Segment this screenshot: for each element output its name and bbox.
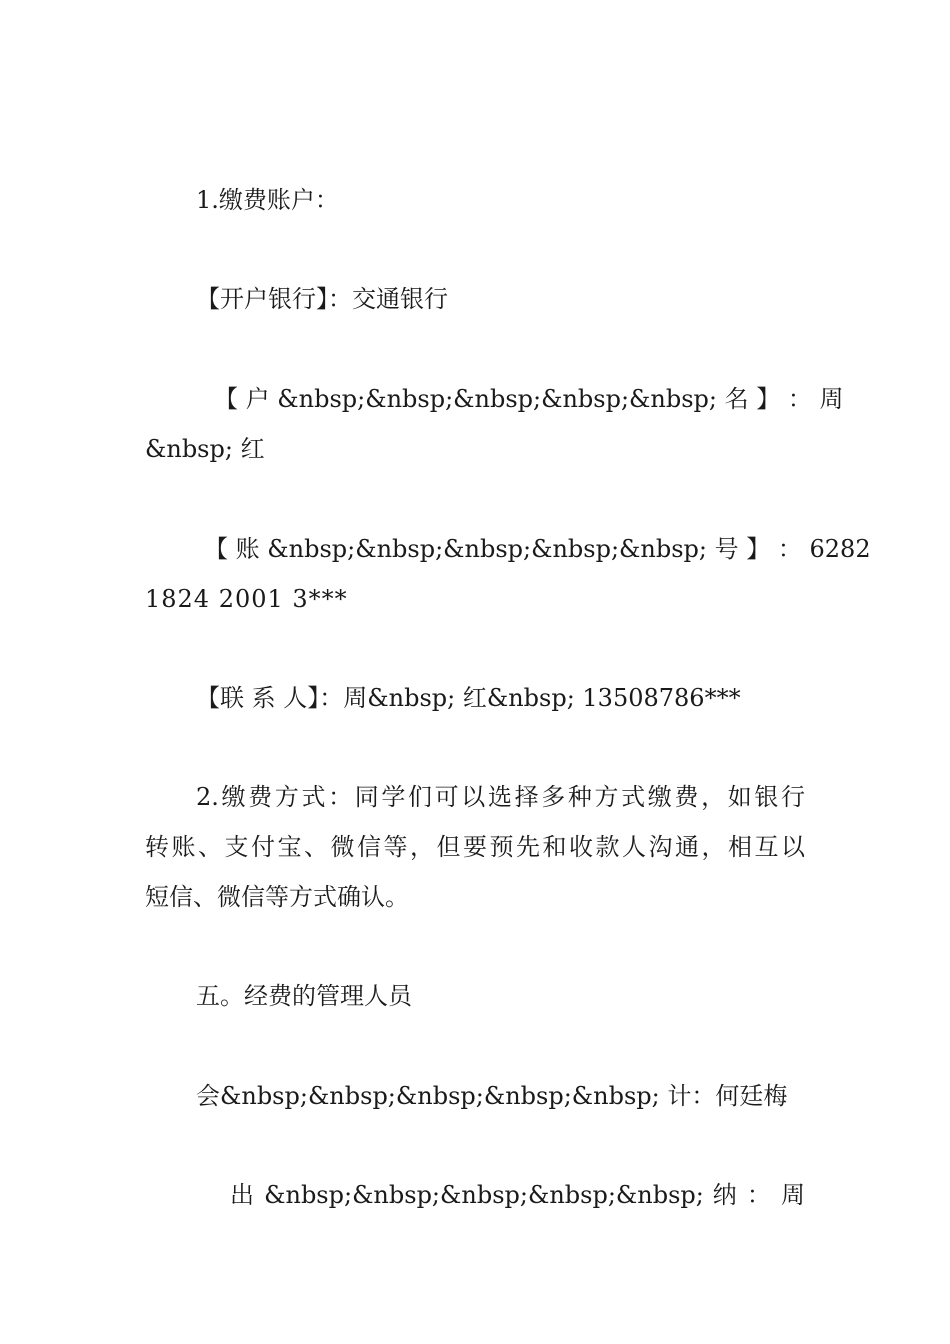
account-number-line: 【 账 &nbsp;&nbsp;&nbsp;&nbsp;&nbsp; 号 】 ： 6282	[204, 535, 871, 563]
payment-account-heading: 1.缴费账户：	[196, 186, 339, 214]
account-holder-line: 【 户 &nbsp;&nbsp;&nbsp;&nbsp;&nbsp; 名 】 ： 周	[214, 385, 844, 413]
account-holder-continuation: &nbsp; 红	[145, 435, 265, 463]
cashier-line: 出 &nbsp;&nbsp;&nbsp;&nbsp;&nbsp; 纳 ： 周	[230, 1181, 805, 1209]
payment-method-line-1: 2.缴费方式：同学们可以选择多种方式缴费，如银行	[196, 783, 805, 811]
account-number-continuation: 1824 2001 3***	[145, 585, 348, 613]
bank-name-line: 【开户银行】：交通银行	[196, 285, 448, 313]
payment-method-line-3: 短信、微信等方式确认。	[145, 883, 409, 911]
section-five-heading: 五。经费的管理人员	[196, 982, 412, 1010]
payment-method-line-2: 转账、支付宝、微信等，但要预先和收款人沟通，相互以	[145, 833, 805, 861]
accountant-line: 会&nbsp;&nbsp;&nbsp;&nbsp;&nbsp; 计：何廷梅	[196, 1082, 788, 1110]
contact-person-line: 【联 系 人】：周&nbsp; 红&nbsp; 13508786***	[196, 684, 741, 712]
